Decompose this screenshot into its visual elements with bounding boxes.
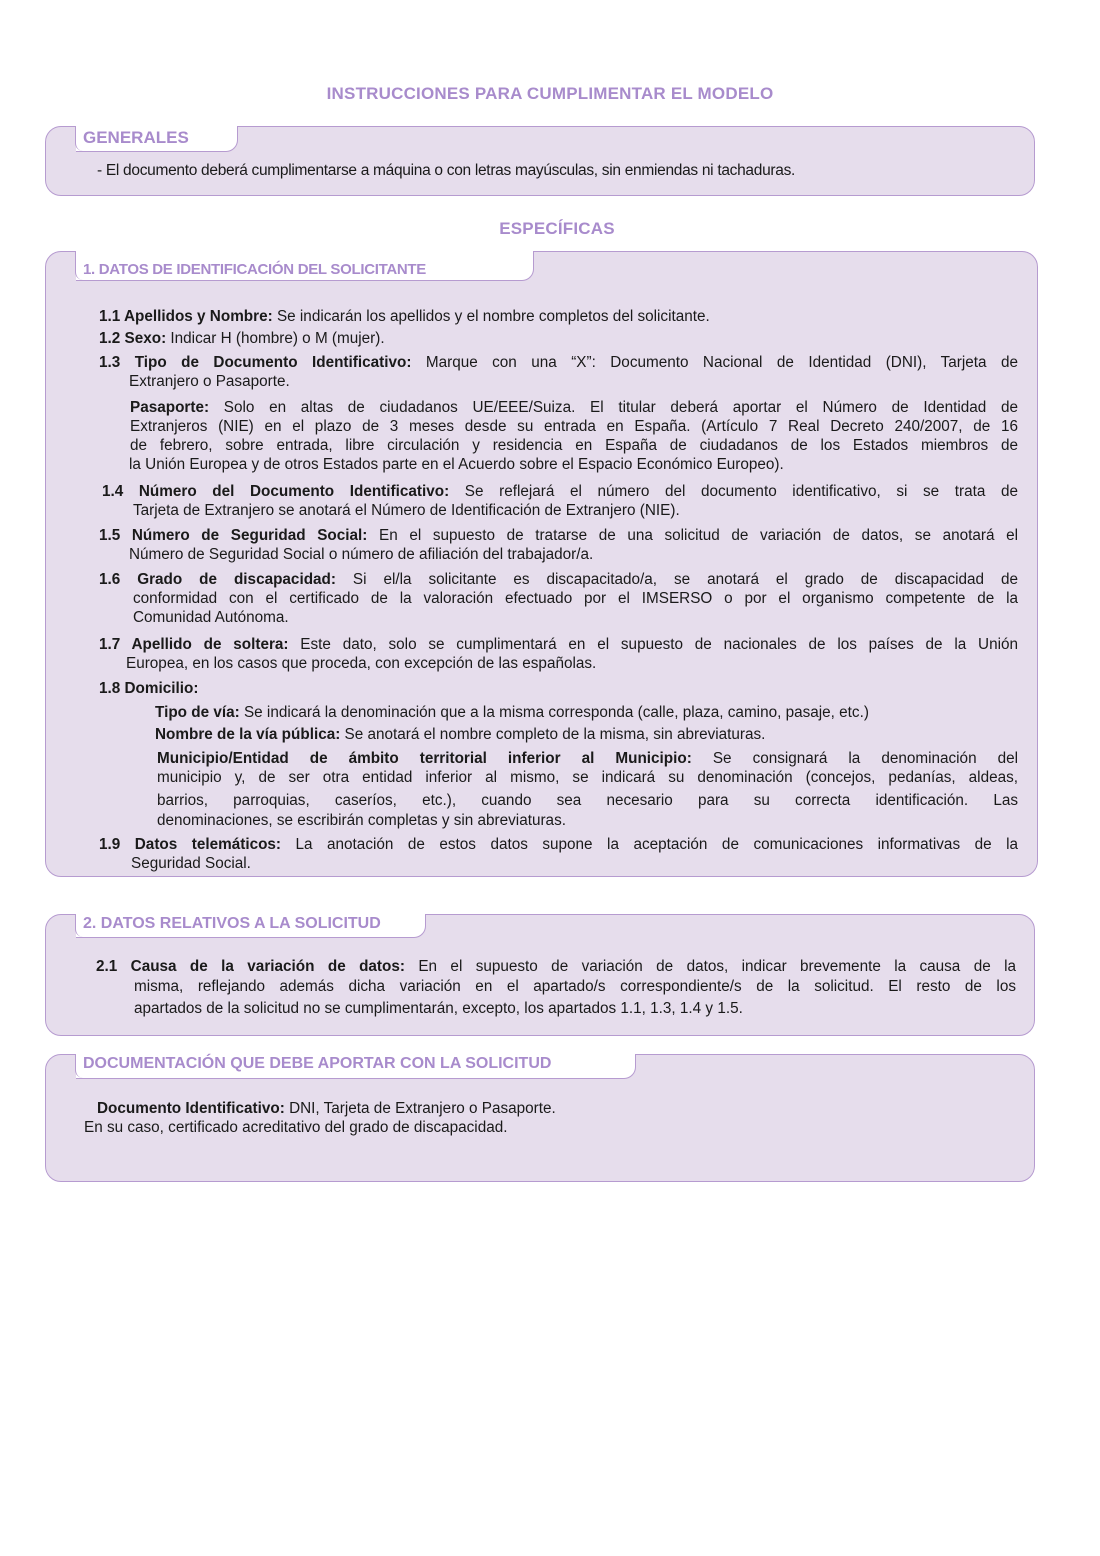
item-1-3-text: Marque con una “X”: Documento Nacional de Identidad (DNI), Tarjeta de	[411, 354, 1018, 371]
item-2-1-text: En el supuesto de variación de datos, indicar brevemente la causa de la	[404, 958, 1016, 975]
item-1-2-label: 1.2 Sexo:	[99, 330, 167, 347]
municipio-line1	[157, 750, 1018, 768]
item-1-7-line2: Europea, en los casos que proceda, con excepción de las españolas.	[126, 655, 597, 672]
item-1-6-line1	[99, 571, 1018, 589]
pasaporte-line4: la Unión Europea y de otros Estados parte en el Acuerdo sobre el Espacio Económico Europeo).	[129, 456, 784, 473]
item-1-9-line2: Seguridad Social.	[131, 855, 251, 872]
item-1-2	[99, 330, 385, 348]
item-1-6-text: Si el/la solicitante es discapacitado/a, se anotará el grado de discapacidad de	[335, 571, 1018, 588]
pasaporte-line2: Extranjeros (NIE) en el plazo de 3 meses desde su entrada en España. (Artículo 7 Real Decreto 240/2007, de 16	[130, 418, 1018, 435]
pasaporte-line3: de febrero, sobre entrada, libre circulación y residencia en España de ciudadanos de los Estados miembros de	[130, 437, 1018, 454]
item-1-7-label: 1.7 Apellido de soltera:	[99, 636, 289, 653]
tipo-via-text: Se indicará la denominación que a la misma corresponda (calle, plaza, camino, pasaje, etc.)	[239, 704, 869, 721]
municipio-text: Se consignará la denominación del	[691, 750, 1018, 767]
item-1-5-label: 1.5 Número de Seguridad Social:	[99, 527, 368, 544]
doc-text: DNI, Tarjeta de Extranjero o Pasaporte.	[284, 1100, 556, 1117]
item-1-1	[99, 308, 710, 326]
item-2-1-line1	[96, 958, 1016, 976]
domicilio-label: 1.8 Domicilio:	[99, 680, 199, 697]
doc-line1	[97, 1100, 556, 1118]
item-1-7-text: Este dato, solo se cumplimentará en el supuesto de nacionales de los países de la Unión	[288, 636, 1018, 653]
generales-text: - El documento deberá cumplimentarse a máquina o con letras mayúsculas, sin enmiendas ni tachaduras.	[97, 162, 796, 179]
item-1-7-line1	[99, 636, 1018, 654]
item-1-3-line2: Extranjero o Pasaporte.	[129, 373, 290, 390]
municipio-line3: barrios, parroquias, caseríos, etc.), cuando sea necesario para su correcta identificación. Las	[157, 792, 1018, 809]
doc-label: Documento Identificativo:	[97, 1100, 285, 1117]
nombre-via-line	[155, 726, 765, 744]
section2-tab: 2. DATOS RELATIVOS A LA SOLICITUD	[76, 914, 426, 938]
item-1-3-label: 1.3 Tipo de Documento Identificativo:	[99, 354, 412, 371]
item-1-5-line1	[99, 527, 1018, 545]
item-1-1-label: 1.1 Apellidos y Nombre:	[99, 308, 273, 325]
item-1-9-text: La anotación de estos datos supone la aceptación de comunicaciones informativas de la	[281, 836, 1019, 853]
municipio-line2: municipio y, de ser otra entidad inferior al mismo, se indicará su denominación (concejos, pedanías, aldeas,	[157, 769, 1018, 786]
item-1-3-line1	[99, 354, 1018, 372]
documentation-panel	[45, 1054, 1035, 1182]
item-1-5-text: En el supuesto de tratarse de una solicitud de variación de datos, se anotará el	[367, 527, 1018, 544]
section1-tab: 1. DATOS DE IDENTIFICACIÓN DEL SOLICITANTE	[76, 251, 534, 281]
item-1-9-line1	[99, 836, 1018, 854]
item-1-4-label: 1.4 Número del Documento Identificativo:	[102, 483, 450, 500]
item-1-6-line2: conformidad con el certificado de la valoración efectuado por el IMSERSO o por el organismo competente de la	[133, 590, 1018, 607]
item-1-4-line1	[102, 483, 1018, 501]
item-1-4-text: Se reflejará el número del documento identificativo, si se trata de	[449, 483, 1019, 500]
item-2-1-label: 2.1 Causa de la variación de datos:	[96, 958, 405, 975]
section2-panel	[45, 914, 1035, 1036]
item-1-4-line2: Tarjeta de Extranjero se anotará el Número de Identificación de Extranjero (NIE).	[133, 502, 680, 519]
item-1-6-line3: Comunidad Autónoma.	[133, 609, 289, 626]
item-2-1-line2: misma, reflejando además dicha variación en el apartado/s correspondiente/s de la solicitud. El resto de los	[134, 978, 1016, 995]
nombre-via-label: Nombre de la vía pública:	[155, 726, 341, 743]
especificas-title: ESPECÍFICAS	[499, 219, 615, 238]
item-1-8-label	[99, 680, 198, 698]
section1-panel	[45, 251, 1038, 877]
pasaporte-line1	[130, 399, 1018, 417]
tipo-via-line	[155, 704, 869, 722]
item-1-9-label: 1.9 Datos telemáticos:	[99, 836, 282, 853]
generales-tab: GENERALES	[76, 126, 238, 152]
item-1-5-line2: Número de Seguridad Social o número de afiliación del trabajador/a.	[129, 546, 594, 563]
item-1-6-label: 1.6 Grado de discapacidad:	[99, 571, 336, 588]
doc-line2: En su caso, certificado acreditativo del grado de discapacidad.	[84, 1119, 508, 1136]
generales-panel	[45, 126, 1035, 196]
item-1-1-text: Se indicarán los apellidos y el nombre completos del solicitante.	[272, 308, 710, 325]
pasaporte-text: Solo en altas de ciudadanos UE/EEE/Suiza. El titular deberá aportar el Número de Identidad de	[209, 399, 1018, 416]
pasaporte-label: Pasaporte:	[130, 399, 210, 416]
page-title: INSTRUCCIONES PARA CUMPLIMENTAR EL MODELO	[326, 84, 774, 103]
item-2-1-line3: apartados de la solicitud no se cumplimentarán, excepto, los apartados 1.1, 1.3, 1.4 y 1.5.	[134, 1000, 743, 1017]
municipio-line4: denominaciones, se escribirán completas y sin abreviaturas.	[157, 812, 566, 829]
nombre-via-text: Se anotará el nombre completo de la misma, sin abreviaturas.	[340, 726, 766, 743]
municipio-label: Municipio/Entidad de ámbito territorial inferior al Municipio:	[157, 750, 692, 767]
item-1-2-text: Indicar H (hombre) o M (mujer).	[166, 330, 385, 347]
documentation-tab: DOCUMENTACIÓN QUE DEBE APORTAR CON LA SOLICITUD	[76, 1054, 636, 1079]
tipo-via-label: Tipo de vía:	[155, 704, 240, 721]
